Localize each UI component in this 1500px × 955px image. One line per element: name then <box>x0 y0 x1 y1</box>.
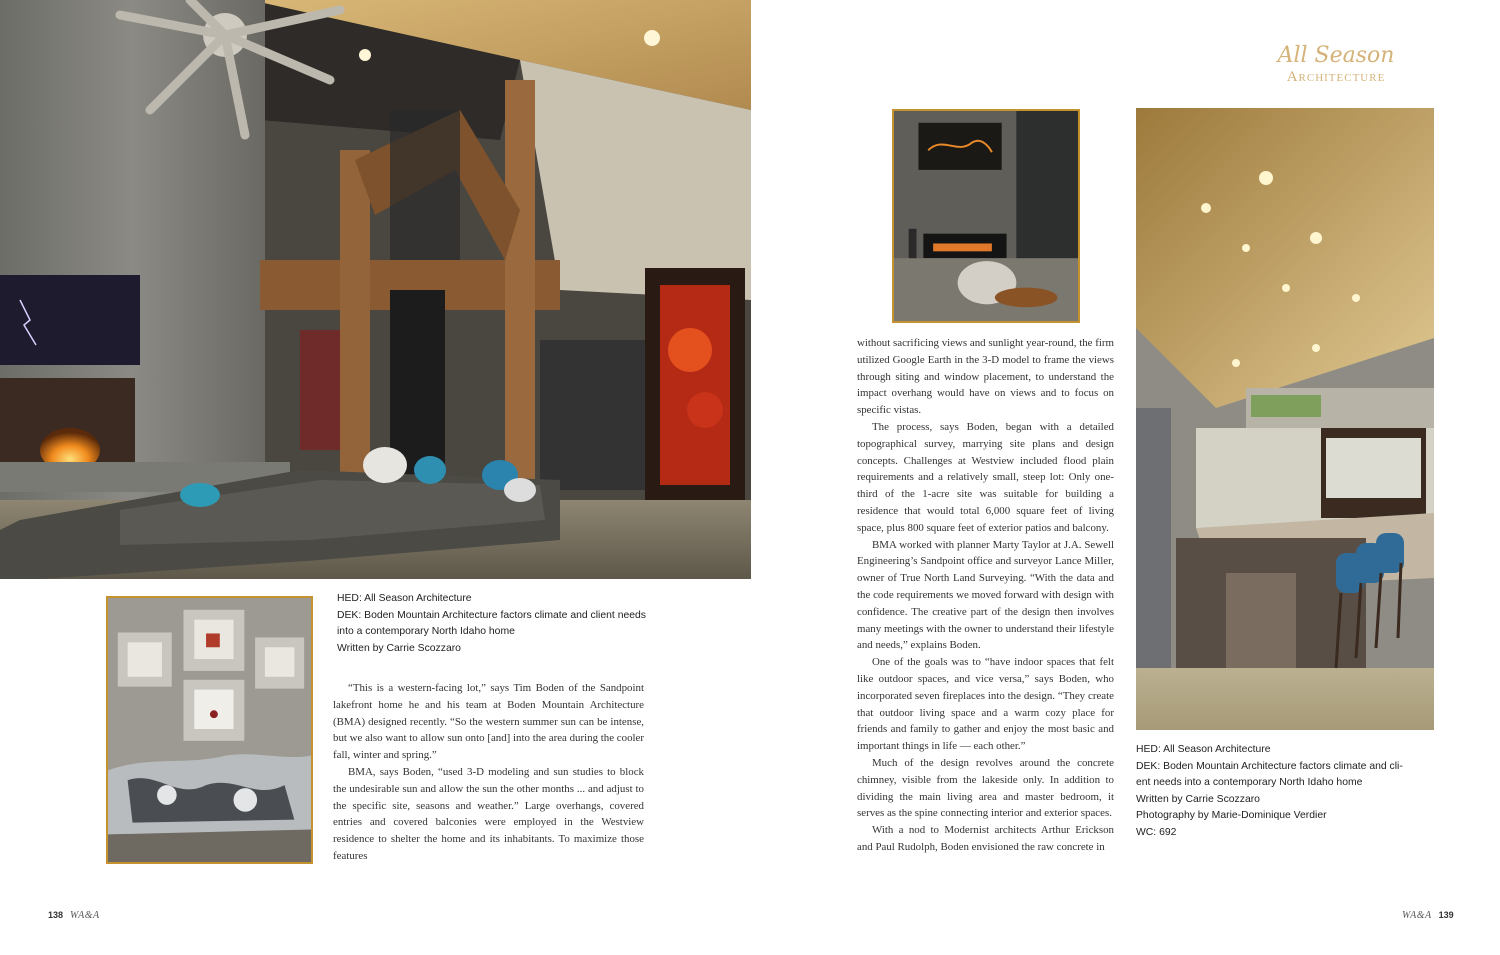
body-paragraph: Much of the design revolves around the concrete chimney, visible from the lakeside only. In addition to dividing the main living area and master bedroom, it serves as the spine connecting interior and exterior spaces. <box>857 756 1114 820</box>
caption-hed: HED: All Season Architecture <box>337 593 472 604</box>
caption-byline: Written by Carrie Scozzaro <box>337 642 461 654</box>
body-column-left <box>333 680 644 865</box>
page-number-right: 139 <box>1438 910 1454 920</box>
magazine-logo-right: WA&A <box>1402 910 1432 921</box>
body-paragraph: With a nod to Modernist architects Arthur Erickson and Paul Rudolph, Boden envisioned the raw concrete in <box>857 824 1114 853</box>
magazine-logo-left: WA&A <box>70 910 100 921</box>
section-tag-line1: All Season <box>1277 43 1395 68</box>
caption-dek-cont: into a contemporary North Idaho home <box>337 626 515 638</box>
caption-dek-cont: ent needs into a contemporary North Idaho home <box>1136 777 1363 789</box>
caption-dek: DEK: Boden Mountain Architecture factors climate and client needs <box>337 609 646 621</box>
body-column-right <box>857 335 1114 856</box>
page-number-left: 138 <box>48 910 64 920</box>
caption-right <box>1136 742 1436 842</box>
body-paragraph: “This is a western-facing lot,” says Tim Boden of the Sandpoint lakefront home he and his team at Boden Mountain Architecture (BMA) designed recently. “So the western summer sun can be intense, but we also want to allow sun onto [and] into the area during the cooler fall, winter and spring.” <box>333 682 644 762</box>
folio-left <box>48 905 100 923</box>
caption-word-count: WC: 692 <box>1136 826 1177 838</box>
section-tag <box>1266 44 1406 86</box>
caption-left <box>337 591 667 657</box>
den-fireplace-photo <box>892 109 1080 323</box>
body-paragraph: The process, says Boden, began with a detailed topographical survey, marrying site plans and design concepts. Challenges at Westview included flood plain requirements and a relatively small, steep lot: Only one-third of the 1-acre site was suitable for building a residence that would total 6,000 square feet of living space, plus 800 square feet of exterior patios and balcony. <box>857 420 1114 534</box>
section-tag-line2: Architecture <box>1286 69 1386 85</box>
body-paragraph: without sacrificing views and sunlight year-round, the firm utilized Google Earth in the 3-D model to frame the views through siting and window placement, to understand the impact overhang would have on views and to focus on specific vistas. <box>857 337 1114 417</box>
body-paragraph: BMA worked with planner Marty Taylor at J.A. Sewell Engineering’s Sandpoint office and surveyor Lance Miller, owner of True North Land Surveying. “With the data and the code requirements we moved forward with design with confidence. The creative part of the design then involves many meetings with the owner to understand their lifestyle and needs,” explains Boden. <box>857 538 1114 652</box>
caption-dek: DEK: Boden Mountain Architecture factors climate and cli- <box>1136 760 1403 772</box>
folio-right <box>1402 905 1454 923</box>
kitchen-photo <box>1136 108 1434 730</box>
living-room-photo <box>0 0 751 579</box>
caption-byline: Written by Carrie Scozzaro <box>1136 793 1260 805</box>
body-paragraph: One of the goals was to “have indoor spaces that felt like outdoor spaces, and vice versa,” says Boden, who incorporated seven fireplaces into the design. “They create that outdoor living space and a warm cozy place for friends and family to gather and enjoy the most basic and important things in life — each other.” <box>857 656 1114 753</box>
art-wall-photo <box>106 596 313 864</box>
body-paragraph: BMA, says Boden, “used 3-D modeling and sun studies to block the undesirable sun and allow the sun the other months ... and adjust to the specific site, seasons and weather.” Large overhangs, covered entries and covered balconies were employed in the Westview residence to shelter the home and its inhabitants. To maximize those features <box>333 765 644 862</box>
caption-photo-credit: Photography by Marie-Dominique Verdier <box>1136 810 1327 822</box>
caption-hed: HED: All Season Architecture <box>1136 744 1271 755</box>
